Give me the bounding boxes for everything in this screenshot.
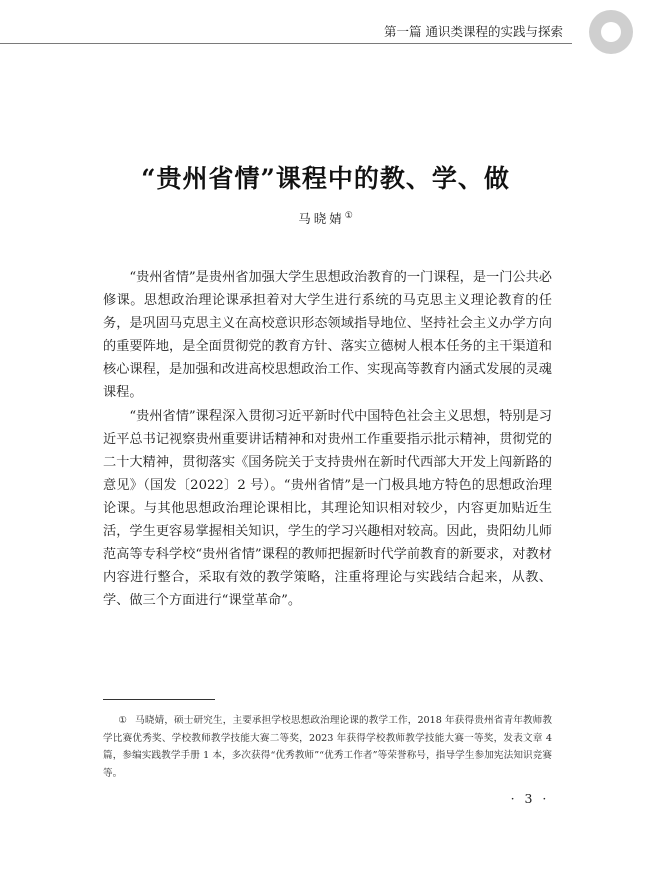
footnote-text: 马晓婧，硕士研究生，主要承担学校思想政治理论课的教学工作，2018 年获得贵州省青年教师教学比赛优秀奖、学校教师教学技能大赛二等奖，2023 年获得学校教师教学技能大赛一等奖，发表文章 4 篇，参编实践教学手册 1 本，多次获得“优秀教师”“优秀工作者”等荣誉称号，指导学生参加宪法知识竞赛等。 xyxy=(103,715,552,779)
page-number: · 3 · xyxy=(510,791,550,806)
header-circle-ornament xyxy=(589,10,633,54)
footnote-separator xyxy=(103,699,215,700)
running-header-title: 第一篇 通识类课程的实践与探索 xyxy=(384,24,563,39)
footnote xyxy=(103,712,552,782)
author-name: 马晓婧 xyxy=(298,211,345,226)
article-body xyxy=(103,266,552,612)
running-header xyxy=(0,18,651,44)
body-paragraph-2: “贵州省情”课程深入贯彻习近平新时代中国特色社会主义思想，特别是习近平总书记视察贵州重要讲话精神和对贵州工作重要指示批示精神，贯彻党的二十大精神，贯彻落实《国务院关于支持贵州在新时代西部大开发上闯新路的意见》（国发〔2022〕2 号）。“贵州省情”是一门极具地方特色的思想政治理论课。与其他思想政治理论课相比，其理论知识相对较少，内容更加贴近生活，学生更容易掌握相关知识，学生的学习兴趣相对较高。因此，贵阳幼儿师范高等专科学校“贵州省情”课程的教师把握新时代学前教育的新要求，对教材内容进行整合，采取有效的教学策略，注重将理论与实践结合起来，从教、学、做三个方面进行“课堂革命”。 xyxy=(103,408,552,609)
article-author xyxy=(0,209,651,227)
author-footnote-marker[interactable]: ① xyxy=(344,211,353,221)
article-title: “贵州省情”课程中的教、学、做 xyxy=(141,164,510,193)
header-rule xyxy=(0,43,572,44)
body-paragraph-1: “贵州省情”是贵州省加强大学生思想政治教育的一门课程，是一门公共必修课。思想政治理论课承担着对大学生进行系统的马克思主义理论教育的任务，是巩固马克思主义在高校意识形态领域指导地位、坚持社会主义办学方向的重要阵地，是全面贯彻党的教育方针、落实立德树人根本任务的主干渠道和核心课程，是加强和改进高校思想政治工作、实现高等教育内涵式发展的灵魂课程。 xyxy=(103,270,552,401)
footnote-marker: ① xyxy=(118,715,128,726)
